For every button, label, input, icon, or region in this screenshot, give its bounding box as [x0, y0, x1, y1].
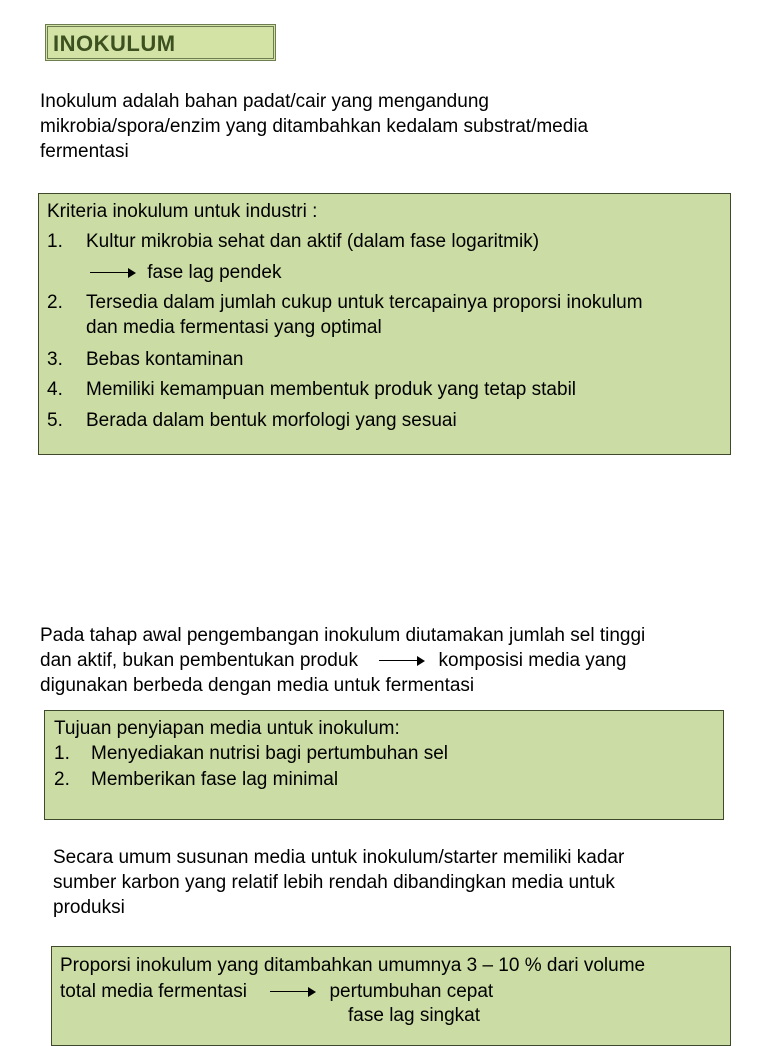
intro-line: fermentasi: [40, 141, 129, 162]
stage-line-arrow: [40, 648, 740, 673]
stage-paragraph: [40, 623, 740, 698]
carbon-line: produksi: [53, 897, 125, 918]
right-arrow-icon: [270, 987, 316, 997]
carbon-paragraph: [53, 845, 753, 920]
criteria-heading: Kriteria inokulum untuk industri :: [47, 201, 318, 222]
purpose-heading: Tujuan penyiapan media untuk inokulum:: [54, 718, 400, 739]
criteria-item-number: 1.: [47, 231, 63, 252]
proportion-line-part: pertumbuhan cepat: [329, 981, 494, 1002]
intro-line: Inokulum adalah bahan padat/cair yang mengandung: [40, 91, 489, 112]
stage-line-part: komposisi media yang: [438, 650, 627, 671]
criteria-item-text: Memiliki kemampuan membentuk produk yang tetap stabil: [86, 379, 577, 400]
proportion-line-arrow: [60, 979, 493, 1004]
purpose-item-text: Memberikan fase lag minimal: [91, 769, 339, 790]
intro-paragraph: [40, 89, 740, 164]
criteria-item-text: Bebas kontaminan: [86, 349, 244, 370]
criteria-item-text: Berada dalam bentuk morfologi yang sesuai: [86, 410, 457, 431]
purpose-item-text: Menyediakan nutrisi bagi pertumbuhan sel: [91, 743, 448, 764]
criteria-item-arrow-row: [90, 260, 281, 285]
purpose-item-number: 2.: [54, 769, 70, 790]
proportion-line-part: total media fermentasi: [60, 981, 247, 1002]
criteria-item-number: 3.: [47, 349, 63, 370]
title-box: [45, 24, 276, 61]
purpose-box: [44, 710, 724, 820]
right-arrow-icon: [90, 268, 136, 278]
intro-line: mikrobia/spora/enzim yang ditambahkan kedalam substrat/media: [40, 116, 589, 137]
criteria-item-arrow-text: fase lag pendek: [147, 262, 282, 283]
right-arrow-icon: [379, 656, 425, 666]
criteria-item-text-cont: dan media fermentasi yang optimal: [86, 317, 382, 338]
purpose-item-number: 1.: [54, 743, 70, 764]
proportion-line: fase lag singkat: [348, 1005, 481, 1026]
criteria-item-number: 5.: [47, 410, 63, 431]
proportion-box: [51, 946, 731, 1046]
stage-line: Pada tahap awal pengembangan inokulum diutamakan jumlah sel tinggi: [40, 625, 646, 646]
criteria-item-text: Kultur mikrobia sehat dan aktif (dalam fase logaritmik): [86, 231, 540, 252]
stage-line-part: dan aktif, bukan pembentukan produk: [40, 650, 358, 671]
stage-line: digunakan berbeda dengan media untuk fermentasi: [40, 675, 475, 696]
criteria-item-text: Tersedia dalam jumlah cukup untuk tercapainya proporsi inokulum: [86, 292, 643, 313]
page-title: INOKULUM: [53, 31, 176, 56]
proportion-line: Proporsi inokulum yang ditambahkan umumnya 3 – 10 % dari volume: [60, 955, 646, 976]
carbon-line: sumber karbon yang relatif lebih rendah dibandingkan media untuk: [53, 872, 615, 893]
criteria-item-number: 4.: [47, 379, 63, 400]
criteria-item-number: 2.: [47, 292, 63, 313]
criteria-box: [38, 193, 731, 455]
carbon-line: Secara umum susunan media untuk inokulum/starter memiliki kadar: [53, 847, 625, 868]
